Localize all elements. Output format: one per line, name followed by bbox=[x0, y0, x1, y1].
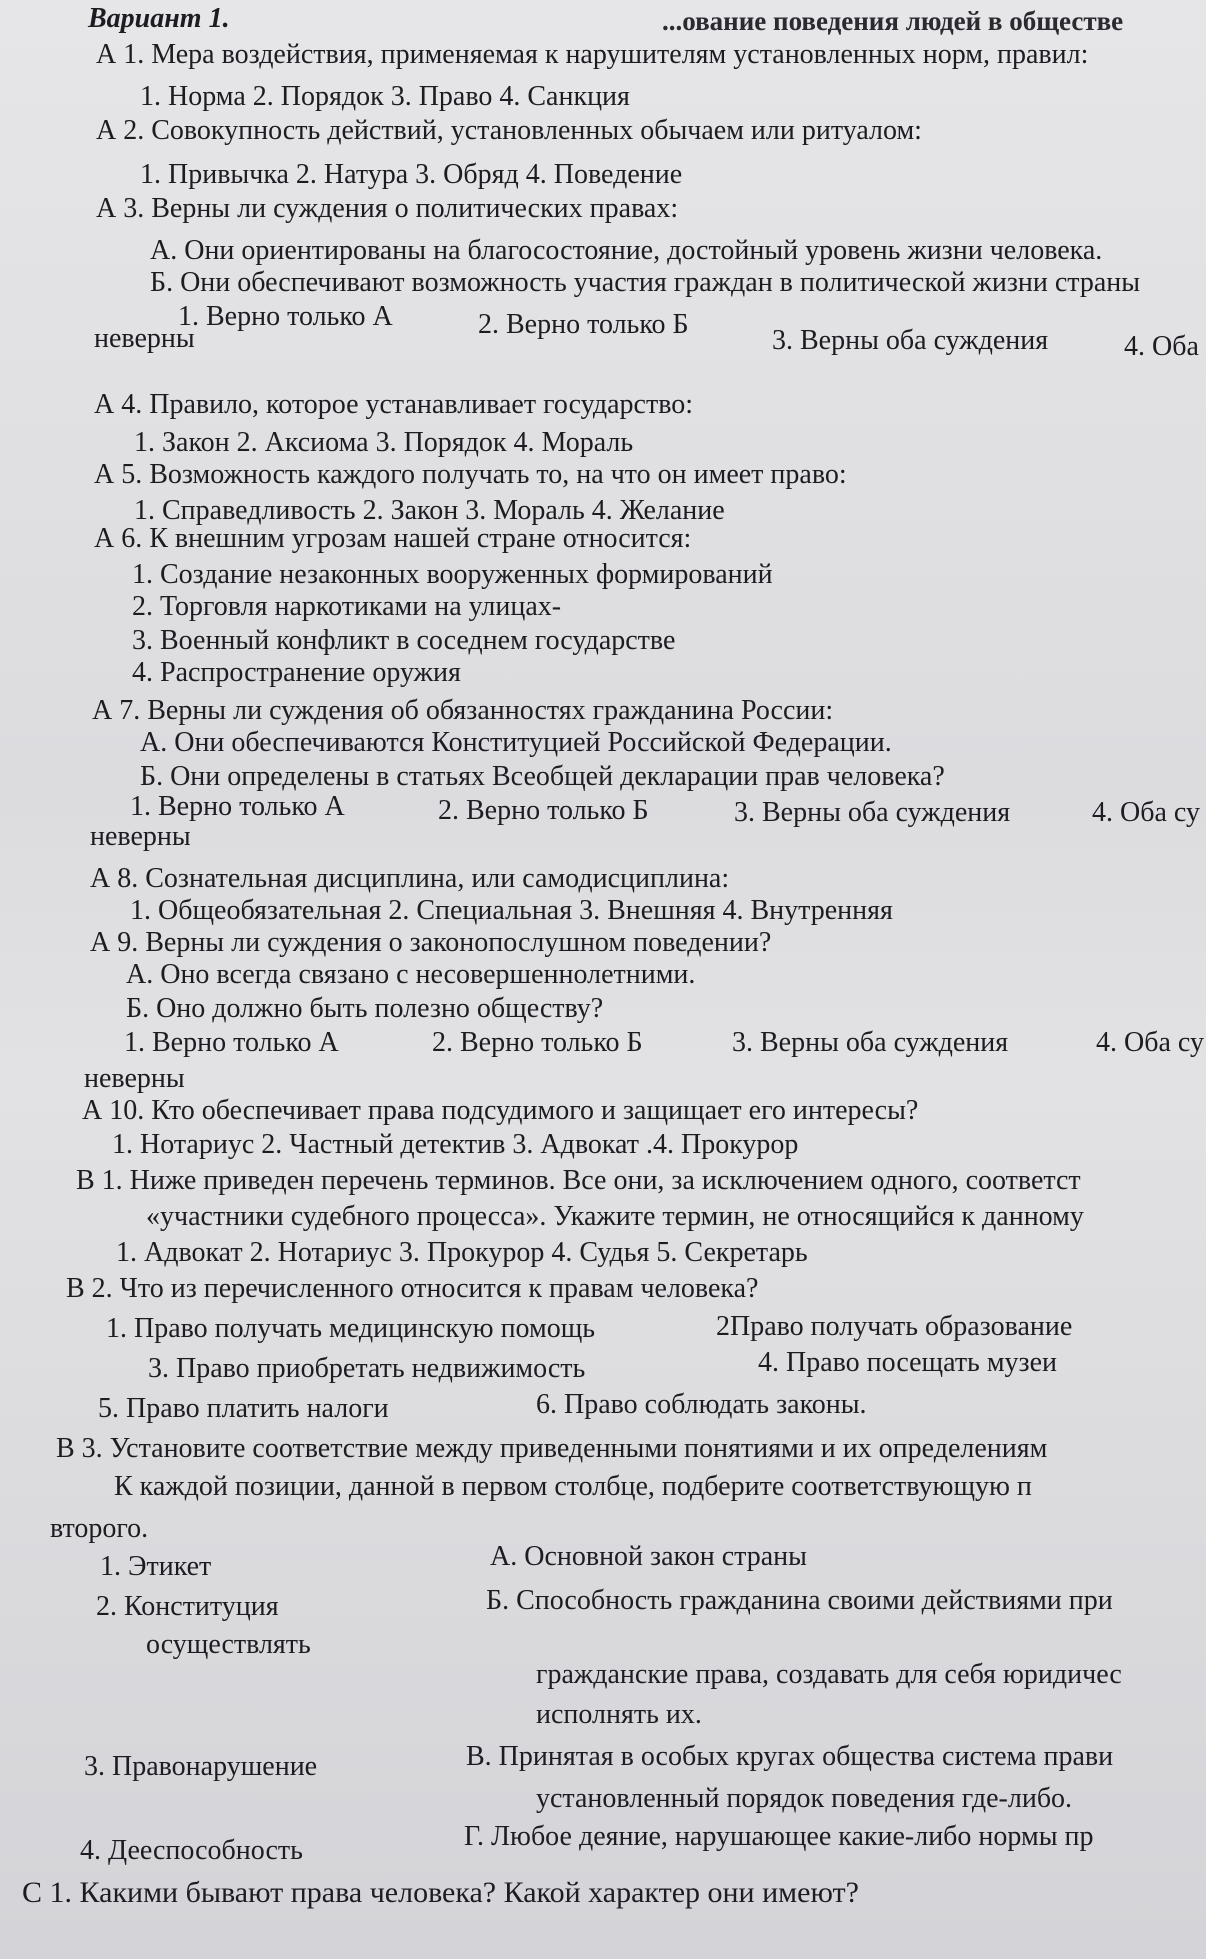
question-a9-statement-a: А. Оно всегда связано с несовершеннолетними. bbox=[126, 959, 696, 990]
question-b3-left-4: 4. Дееспособность bbox=[80, 1835, 303, 1866]
question-a7-option-3: 3. Верны оба суждения bbox=[734, 797, 1011, 828]
question-a7-statement-a: А. Они обеспечиваются Конституцией Российской Федерации. bbox=[140, 727, 892, 758]
question-a3: А 3. Верны ли суждения о политических правах: bbox=[96, 193, 679, 224]
question-b3-right-a: А. Основной закон страны bbox=[490, 1541, 807, 1572]
question-c1: С 1. Какими бывают права человека? Какой характер они имеют? bbox=[22, 1876, 859, 1909]
question-a7-statement-b: Б. Они определены в статьях Всеобщей декларации прав человека? bbox=[140, 761, 945, 792]
question-a6-option-3: 3. Военный конфликт в соседнем государстве bbox=[132, 625, 676, 656]
question-a6-option-1: 1. Создание незаконных вооруженных формирований bbox=[132, 559, 773, 590]
question-b2-option-5: 5. Право платить налоги bbox=[98, 1393, 389, 1424]
question-a1: А 1. Мера воздействия, применяемая к нарушителям установленных норм, правил: bbox=[96, 39, 1089, 70]
question-b1-line2: «участники судебного процесса». Укажите термин, не относящийся к данному bbox=[146, 1201, 1084, 1232]
question-a7-option-4: 4. Оба су bbox=[1092, 797, 1200, 828]
question-b2: В 2. Что из перечисленного относится к правам человека? bbox=[66, 1273, 759, 1304]
question-a9-option-1: 1. Верно только А bbox=[124, 1027, 339, 1058]
question-a8: А 8. Сознательная дисциплина, или самодисциплина: bbox=[90, 863, 730, 894]
question-a6: А 6. К внешним угрозам нашей стране относится: bbox=[94, 523, 692, 554]
question-a4: А 4. Правило, которое устанавливает государство: bbox=[94, 389, 694, 420]
question-a8-options: 1. Общеобязательная 2. Специальная 3. Внешняя 4. Внутренняя bbox=[130, 895, 893, 926]
question-a7-tail: неверны bbox=[90, 821, 191, 852]
question-a9: А 9. Верны ли суждения о законопослушном поведении? bbox=[90, 927, 772, 958]
question-b3-right-v-line2: установленный порядок поведения где-либо. bbox=[536, 1783, 1073, 1814]
question-a5-options: 1. Справедливость 2. Закон 3. Мораль 4. Желание bbox=[134, 495, 725, 526]
question-a7-option-2: 2. Верно только Б bbox=[438, 795, 649, 826]
question-a3-option-3: 3. Верны оба суждения bbox=[772, 325, 1049, 356]
question-b3-right-v: В. Принятая в особых кругах общества система прави bbox=[466, 1741, 1114, 1772]
question-b3-left-2: 2. Конституция bbox=[96, 1591, 279, 1622]
question-a2-options: 1. Привычка 2. Натура 3. Обряд 4. Поведение bbox=[140, 159, 683, 190]
question-b3-line2: К каждой позиции, данной в первом столбце, подберите соответствующую п bbox=[114, 1471, 1032, 1502]
question-a3-statement-a: А. Они ориентированы на благосостояние, достойный уровень жизни человека. bbox=[150, 235, 1103, 266]
question-b3-right-g: Г. Любое деяние, нарушающее какие-либо нормы пр bbox=[464, 1821, 1094, 1852]
question-a6-option-2: 2. Торговля наркотиками на улицах- bbox=[132, 591, 562, 622]
question-a7: А 7. Верны ли суждения об обязанностях гражданина России: bbox=[92, 695, 834, 726]
question-b2-option-6: 6. Право соблюдать законы. bbox=[536, 1389, 867, 1420]
question-a6-option-4: 4. Распространение оружия bbox=[132, 657, 461, 688]
question-b3-right-b: Б. Способность гражданина своими действиями при bbox=[486, 1585, 1113, 1616]
question-a9-statement-b: Б. Оно должно быть полезно обществу? bbox=[126, 993, 604, 1024]
question-a9-option-4: 4. Оба су bbox=[1096, 1027, 1204, 1058]
question-a9-option-3: 3. Верны оба суждения bbox=[732, 1027, 1009, 1058]
question-b3-right-b-line3: исполнять их. bbox=[536, 1699, 702, 1730]
question-a9-tail: неверны bbox=[84, 1063, 185, 1094]
question-b2-option-3: 3. Право приобретать недвижимость bbox=[148, 1353, 586, 1384]
question-a9-option-2: 2. Верно только Б bbox=[432, 1027, 643, 1058]
question-a2: А 2. Совокупность действий, установленных обычаем или ритуалом: bbox=[96, 115, 922, 146]
question-a3-option-1: 1. Верно только А bbox=[178, 301, 393, 332]
question-b3-left-2-continued: осуществлять bbox=[146, 1629, 311, 1660]
question-a3-statement-b: Б. Они обеспечивают возможность участия граждан в политической жизни страны bbox=[150, 267, 1141, 298]
question-a3-option-2: 2. Верно только Б bbox=[478, 309, 689, 340]
question-b2-option-1: 1. Право получать медицинскую помощь bbox=[106, 1313, 596, 1344]
question-b1-options: 1. Адвокат 2. Нотариус 3. Прокурор 4. Судья 5. Секретарь bbox=[116, 1237, 808, 1268]
question-a3-tail: неверны bbox=[94, 323, 195, 354]
question-a10-options: 1. Нотариус 2. Частный детектив 3. Адвокат .4. Прокурор bbox=[112, 1129, 799, 1160]
question-a10: А 10. Кто обеспечивает права подсудимого и защищает его интересы? bbox=[82, 1095, 919, 1126]
question-b3-left-1: 1. Этикет bbox=[100, 1551, 212, 1582]
question-b3-left-3: 3. Правонарушение bbox=[84, 1751, 318, 1782]
worksheet-topic: ...ование поведения людей в обществе bbox=[662, 6, 1124, 36]
question-a4-options: 1. Закон 2. Аксиома 3. Порядок 4. Мораль bbox=[134, 427, 634, 458]
question-b2-option-4: 4. Право посещать музеи bbox=[758, 1347, 1058, 1378]
question-a5: А 5. Возможность каждого получать то, на что он имеет право: bbox=[94, 459, 847, 490]
question-b3: В 3. Установите соответствие между приведенными понятиями и их определениям bbox=[56, 1433, 1048, 1464]
question-a7-option-1: 1. Верно только А bbox=[130, 791, 345, 822]
question-b2-option-2: 2Право получать образование bbox=[716, 1311, 1073, 1342]
question-b3-line3: второго. bbox=[50, 1513, 149, 1544]
question-a3-option-4: 4. Оба bbox=[1124, 331, 1199, 362]
question-a1-options: 1. Норма 2. Порядок 3. Право 4. Санкция bbox=[140, 81, 630, 112]
question-b3-right-b-line2: гражданские права, создавать для себя юридичес bbox=[536, 1659, 1122, 1690]
question-b1: В 1. Ниже приведен перечень терминов. Все они, за исключением одного, соответст bbox=[76, 1165, 1081, 1196]
variant-title: Вариант 1. bbox=[88, 3, 230, 34]
